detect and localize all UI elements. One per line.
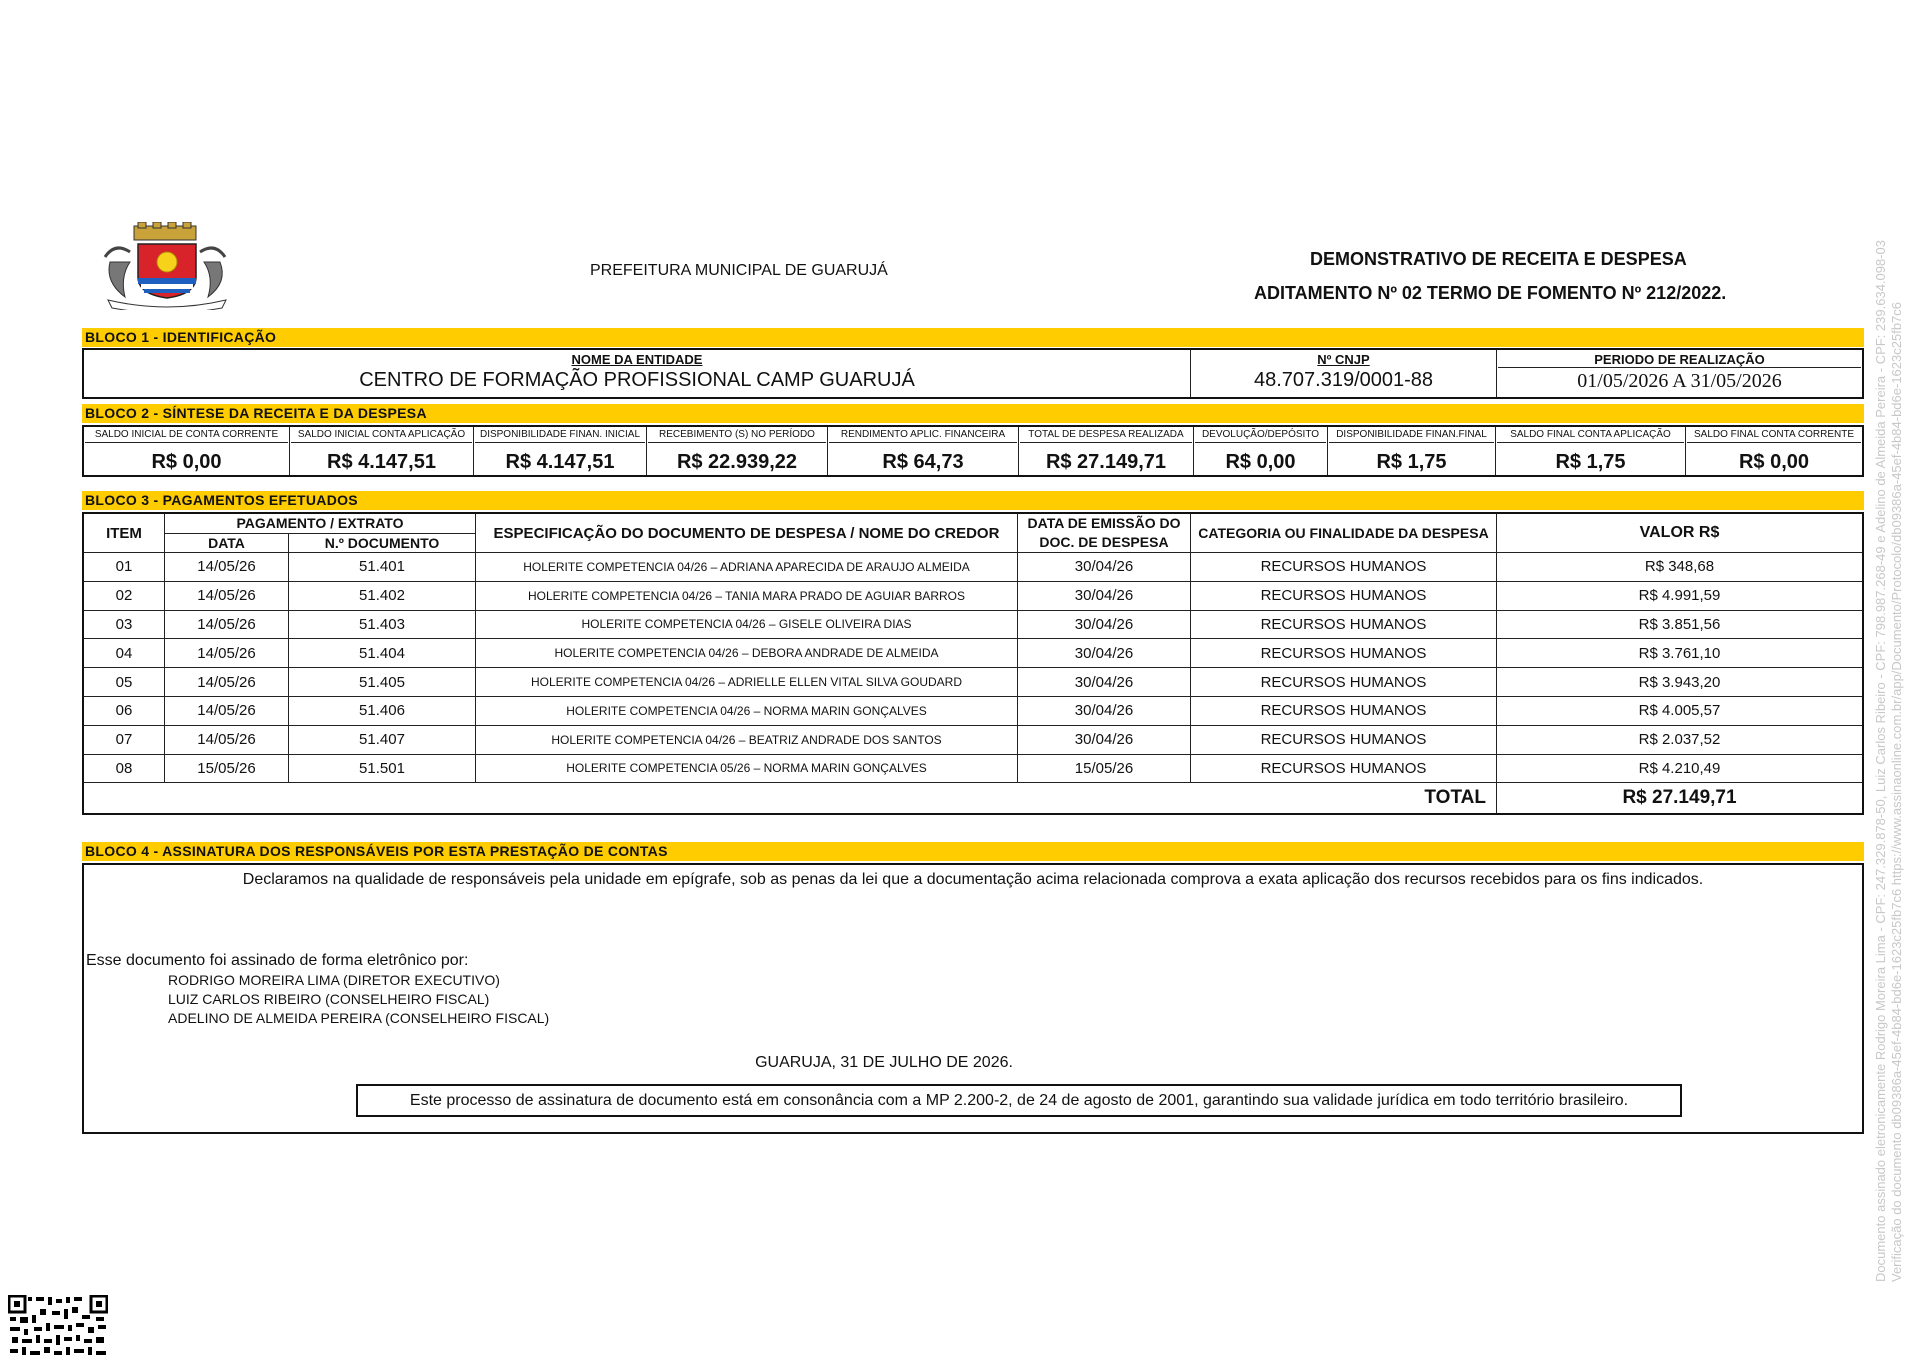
cell-data: 14/05/26 — [165, 639, 289, 668]
sintese-value: R$ 0,00 — [1225, 451, 1296, 473]
sintese-label: DISPONIBILIDADE FINAN.FINAL — [1329, 428, 1494, 443]
cell-categoria: RECURSOS HUMANOS — [1191, 553, 1497, 582]
coat-of-arms-logo — [100, 222, 235, 310]
margin-line-2: Verificação do documento db09386a-45ef-4b84-bd6e-1623c25fb7c6 https://www.assinaonline.com.br/app/Documento/Protocolo/db09386a-45ef-4b84-bd6e-1623c25fb7c6 — [1889, 301, 1904, 1282]
header-pagamento: PAGAMENTO / EXTRATO — [165, 513, 476, 533]
signature-verification-margin — [1865, 0, 1910, 1364]
mp-notice: Este processo de assinatura de documento está em consonância com a MP 2.200-2, de 24 de agosto de 2001, garantindo sua validade jurídica em todo território brasileiro. — [356, 1084, 1682, 1117]
header-documento: N.º DOCUMENTO — [289, 533, 476, 553]
sintese-label: SALDO FINAL CONTA APLICAÇÃO — [1497, 428, 1684, 443]
table-row — [83, 610, 1863, 639]
cell-data: 14/05/26 — [165, 696, 289, 725]
sintese-label: TOTAL DE DESPESA REALIZADA — [1020, 428, 1192, 443]
table-row — [83, 668, 1863, 697]
prefeitura-name: PREFEITURA MUNICIPAL DE GUARUJÁ — [590, 262, 888, 279]
cell-especificacao: HOLERITE COMPETENCIA 05/26 – NORMA MARIN GONÇALVES — [476, 754, 1018, 783]
table-row — [83, 639, 1863, 668]
sintese-cell — [474, 426, 647, 476]
entidade-label: NOME DA ENTIDADE — [571, 352, 703, 367]
table-row — [83, 553, 1863, 582]
cell-valor: R$ 3.851,56 — [1497, 610, 1864, 639]
bloco3-header: BLOCO 3 - PAGAMENTOS EFETUADOS — [82, 491, 1864, 510]
header-data: DATA — [165, 533, 289, 553]
cell-data: 14/05/26 — [165, 553, 289, 582]
bloco1-table — [82, 348, 1864, 399]
bloco4-box — [82, 863, 1864, 1134]
cell-categoria: RECURSOS HUMANOS — [1191, 668, 1497, 697]
cell-documento: 51.501 — [289, 754, 476, 783]
cell-documento: 51.406 — [289, 696, 476, 725]
sintese-cell — [1019, 426, 1194, 476]
cell-valor: R$ 3.761,10 — [1497, 639, 1864, 668]
entidade-cell — [83, 349, 1191, 398]
entidade-value: CENTRO DE FORMAÇÃO PROFISSIONAL CAMP GUARUJÁ — [359, 369, 915, 391]
sintese-label: SALDO INICIAL CONTA APLICAÇÃO — [291, 428, 472, 443]
sintese-value: R$ 0,00 — [151, 451, 222, 473]
sintese-cell — [828, 426, 1019, 476]
total-row — [83, 783, 1863, 815]
document-title: DEMONSTRATIVO DE RECEITA E DESPESA — [1310, 249, 1687, 269]
sintese-label: DISPONIBILIDADE FINAN. INICIAL — [475, 428, 645, 443]
cell-categoria: RECURSOS HUMANOS — [1191, 581, 1497, 610]
sintese-label: SALDO FINAL CONTA CORRENTE — [1687, 428, 1861, 443]
sintese-cell — [647, 426, 828, 476]
cell-categoria: RECURSOS HUMANOS — [1191, 696, 1497, 725]
signatario: ADELINO DE ALMEIDA PEREIRA (CONSELHEIRO FISCAL) — [168, 1010, 550, 1026]
cell-documento: 51.401 — [289, 553, 476, 582]
cell-emissao: 30/04/26 — [1018, 553, 1191, 582]
header-emissao-line2: DOC. DE DESPESA — [1039, 534, 1169, 550]
cell-especificacao: HOLERITE COMPETENCIA 04/26 – ADRIELLE ELLEN VITAL SILVA GOUDARD — [476, 668, 1018, 697]
cell-valor: R$ 4.005,57 — [1497, 696, 1864, 725]
table-header-row — [83, 513, 1863, 533]
cell-data: 14/05/26 — [165, 581, 289, 610]
cell-item: 03 — [83, 610, 165, 639]
sintese-value: R$ 4.147,51 — [327, 451, 436, 473]
header-emissao-line1: DATA DE EMISSÃO DO — [1027, 515, 1181, 531]
cell-valor: R$ 4.991,59 — [1497, 581, 1864, 610]
assinado-por-label: Esse documento foi assinado de forma eletrônico por: — [86, 952, 469, 969]
header-item: ITEM — [83, 513, 165, 553]
cell-item: 05 — [83, 668, 165, 697]
sintese-value: R$ 64,73 — [882, 451, 964, 473]
margin-line-1: Documento assinado eletronicamente Rodrigo Moreira Lima - CPF: 247.329.878-50, Luiz Carlos Ribeiro - CPF: 798.987.268-49 e Adelino de Almeida Pereira - CPF: 239.634.098-03 — [1873, 239, 1888, 1282]
periodo-label: PERIODO DE REALIZAÇÃO — [1498, 352, 1861, 368]
cell-especificacao: HOLERITE COMPETENCIA 04/26 – BEATRIZ ANDRADE DOS SANTOS — [476, 725, 1018, 754]
declaracao-text: Declaramos na qualidade de responsáveis pela unidade em epígrafe, sob as penas da lei que a documentação acima relacionada comprova a exata aplicação dos recursos recebidos para os fins indicados. — [242, 871, 1704, 888]
sintese-value: R$ 22.939,22 — [676, 451, 798, 473]
cell-item: 02 — [83, 581, 165, 610]
periodo-value: 01/05/2026 A 31/05/2026 — [1577, 370, 1782, 392]
document-subtitle: ADITAMENTO Nº 02 TERMO DE FOMENTO Nº 212/2022. — [1254, 283, 1727, 303]
total-value: R$ 27.149,71 — [1497, 783, 1864, 815]
cnpj-cell — [1191, 349, 1497, 398]
cell-categoria: RECURSOS HUMANOS — [1191, 639, 1497, 668]
cell-categoria: RECURSOS HUMANOS — [1191, 754, 1497, 783]
table-row — [83, 696, 1863, 725]
cell-emissao: 30/04/26 — [1018, 610, 1191, 639]
cell-item: 07 — [83, 725, 165, 754]
sintese-label: RENDIMENTO APLIC. FINANCEIRA — [829, 428, 1017, 443]
cell-documento: 51.403 — [289, 610, 476, 639]
cell-item: 08 — [83, 754, 165, 783]
cell-especificacao: HOLERITE COMPETENCIA 04/26 – DEBORA ANDRADE DE ALMEIDA — [476, 639, 1018, 668]
qr-code — [8, 1295, 108, 1360]
cell-especificacao: HOLERITE COMPETENCIA 04/26 – GISELE OLIVEIRA DIAS — [476, 610, 1018, 639]
cell-especificacao: HOLERITE COMPETENCIA 04/26 – NORMA MARIN GONÇALVES — [476, 696, 1018, 725]
header-especificacao: ESPECIFICAÇÃO DO DOCUMENTO DE DESPESA / NOME DO CREDOR — [476, 513, 1018, 553]
cell-documento: 51.405 — [289, 668, 476, 697]
sintese-cell — [290, 426, 474, 476]
cell-emissao: 30/04/26 — [1018, 668, 1191, 697]
sintese-value: R$ 1,75 — [1376, 451, 1447, 473]
sintese-cell — [1194, 426, 1328, 476]
cell-data: 14/05/26 — [165, 725, 289, 754]
sintese-value: R$ 1,75 — [1555, 451, 1626, 473]
periodo-cell — [1497, 349, 1864, 398]
cnpj-value: 48.707.319/0001-88 — [1253, 369, 1434, 391]
table-row — [83, 581, 1863, 610]
pagamentos-table — [82, 512, 1864, 815]
header-valor: VALOR R$ — [1497, 513, 1864, 553]
signatario: LUIZ CARLOS RIBEIRO (CONSELHEIRO FISCAL) — [168, 991, 490, 1007]
signatario: RODRIGO MOREIRA LIMA (DIRETOR EXECUTIVO) — [168, 972, 500, 988]
sintese-label: RECEBIMENTO (S) NO PERÍODO — [648, 428, 826, 443]
cell-valor: R$ 3.943,20 — [1497, 668, 1864, 697]
cell-valor: R$ 4.210,49 — [1497, 754, 1864, 783]
sintese-value: R$ 0,00 — [1738, 451, 1810, 473]
cell-especificacao: HOLERITE COMPETENCIA 04/26 – TANIA MARA PRADO DE AGUIAR BARROS — [476, 581, 1018, 610]
sintese-cell — [1496, 426, 1686, 476]
sintese-value: R$ 27.149,71 — [1045, 451, 1167, 473]
table-row — [83, 725, 1863, 754]
cell-item: 01 — [83, 553, 165, 582]
cell-documento: 51.404 — [289, 639, 476, 668]
bloco2-table — [82, 425, 1864, 477]
table-row — [83, 754, 1863, 783]
header-categoria: CATEGORIA OU FINALIDADE DA DESPESA — [1191, 513, 1497, 553]
cell-emissao: 30/04/26 — [1018, 581, 1191, 610]
cell-emissao: 30/04/26 — [1018, 639, 1191, 668]
cell-emissao: 30/04/26 — [1018, 725, 1191, 754]
sintese-cell — [83, 426, 290, 476]
cell-valor: R$ 2.037,52 — [1497, 725, 1864, 754]
cell-data: 14/05/26 — [165, 668, 289, 697]
cell-documento: 51.407 — [289, 725, 476, 754]
sintese-value: R$ 4.147,51 — [505, 451, 615, 473]
cell-data: 14/05/26 — [165, 610, 289, 639]
sintese-cell — [1328, 426, 1496, 476]
cell-categoria: RECURSOS HUMANOS — [1191, 725, 1497, 754]
total-label: TOTAL — [83, 783, 1497, 815]
cell-emissao: 30/04/26 — [1018, 696, 1191, 725]
cell-emissao: 15/05/26 — [1018, 754, 1191, 783]
cell-especificacao: HOLERITE COMPETENCIA 04/26 – ADRIANA APARECIDA DE ARAUJO ALMEIDA — [476, 553, 1018, 582]
sintese-label: SALDO INICIAL DE CONTA CORRENTE — [85, 428, 288, 443]
bloco1-header: BLOCO 1 - IDENTIFICAÇÃO — [82, 328, 1864, 347]
header-emissao — [1018, 513, 1191, 553]
cell-item: 04 — [83, 639, 165, 668]
cell-documento: 51.402 — [289, 581, 476, 610]
bloco2-header: BLOCO 2 - SÍNTESE DA RECEITA E DA DESPESA — [82, 404, 1864, 423]
cell-item: 06 — [83, 696, 165, 725]
cell-data: 15/05/26 — [165, 754, 289, 783]
local-data: GUARUJA, 31 DE JULHO DE 2026. — [755, 1054, 1013, 1071]
sintese-cell — [1686, 426, 1864, 476]
cell-valor: R$ 348,68 — [1497, 553, 1864, 582]
cnpj-label: Nº CNJP — [1317, 352, 1370, 367]
sintese-label: DEVOLUÇÃO/DEPÓSITO — [1195, 428, 1326, 443]
bloco2-row — [83, 426, 1863, 476]
bloco4-header: BLOCO 4 - ASSINATURA DOS RESPONSÁVEIS POR ESTA PRESTAÇÃO DE CONTAS — [82, 842, 1864, 861]
cell-categoria: RECURSOS HUMANOS — [1191, 610, 1497, 639]
